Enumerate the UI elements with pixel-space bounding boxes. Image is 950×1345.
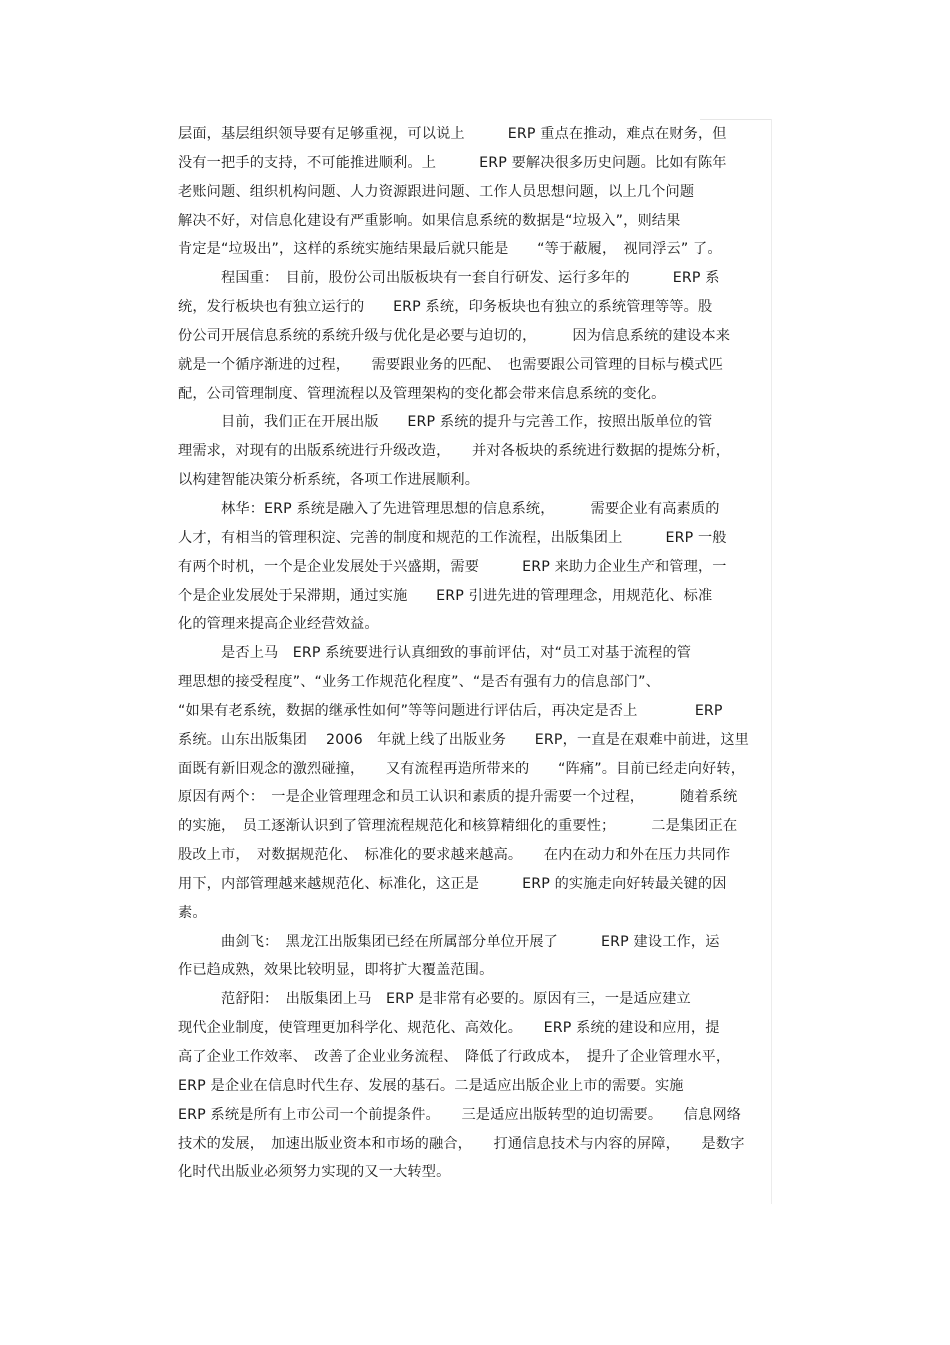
text-line: 股改上市， 对数据规范化、 标准化的要求越来越高。 在内在动力和外在压力共同作 <box>178 847 731 864</box>
text-line: 有两个时机，一个是企业发展处于兴盛期，需要 ERP 来助力企业生产和管理，一 <box>178 558 727 575</box>
text-line: “如果有老系统，数据的继承性如何”等等问题进行评估后，再决定是否上 ERP <box>178 702 723 719</box>
text-line: 林华：ERP 系统是融入了先进管理思想的信息系统， 需要企业有高素质的 <box>178 500 720 517</box>
text-line: 的实施， 员工逐渐认识到了管理流程规范化和核算精细化的重要性； 二是集团正在 <box>178 818 738 835</box>
text-line: 化时代出版业必须努力实现的又一大转型。 <box>178 1164 451 1181</box>
text-line: 没有一把手的支持，不可能推进顺利。上 ERP 要解决很多历史问题。比如有陈年 <box>178 154 727 171</box>
text-line: 目前，我们正在开展出版 ERP 系统的提升与完善工作，按照出版单位的管 <box>178 414 713 431</box>
text-line: 原因有两个： 一是企业管理理念和员工认识和素质的提升需要一个过程， 随着系统 <box>178 789 738 806</box>
text-line: 高了企业工作效率、 改善了企业业务流程、 降低了行政成本， 提升了企业管理水平， <box>178 1049 731 1065</box>
text-line: 人才，有相当的管理积淀、完善的制度和规范的工作流程，出版集团上 ERP 一般 <box>178 529 727 546</box>
text-line: 曲剑飞： 黑龙江出版集团已经在所属部分单位开展了 ERP 建设工作，运 <box>178 933 720 950</box>
text-line: 用下，内部管理越来越规范化、标准化，这正是 ERP 的实施走向好转最关键的因 <box>178 875 727 892</box>
text-line: 以构建智能决策分析系统，各项工作进展顺利。 <box>178 472 480 489</box>
text-line: 技术的发展， 加速出版业资本和市场的融合， 打通信息技术与内容的屏障， 是数字 <box>178 1135 745 1152</box>
text-line: 肯定是“垃圾出”，这样的系统实施结果最后就只能是 “等于蔽履， 视同浮云” 了。 <box>178 241 722 258</box>
text-line: 是否上马 ERP 系统要进行认真细致的事前评估，对“员工对基于流程的管 <box>178 645 692 662</box>
text-line: 素。 <box>178 904 207 921</box>
text-line: 个是企业发展处于呆滞期，通过实施 ERP 引进先进的管理理念，用规范化、标准 <box>178 587 713 604</box>
text-line: 范舒阳： 出版集团上马 ERP 是非常有必要的。原因有三，一是适应建立 <box>178 991 691 1008</box>
text-line: 现代企业制度，使管理更加科学化、规范化、高效化。 ERP 系统的建设和应用，提 <box>178 1020 720 1037</box>
text-line: 层面，基层组织领导要有足够重视，可以说上 ERP 重点在推动，难点在财务，但 <box>178 126 727 142</box>
text-line: 份公司开展信息系统的系统升级与优化是必要与迫切的， 因为信息系统的建设本来 <box>178 327 731 344</box>
body-text <box>178 120 778 1187</box>
text-line: ERP 是企业在信息时代生存、发展的基石。二是适应出版企业上市的需要。实施 <box>178 1077 684 1094</box>
text-line: 系统。山东出版集团 2006 年就上线了出版业务 ERP，一直是在艰难中前进，这里 <box>178 731 750 748</box>
text-line: 面既有新旧观念的激烈碰撞， 又有流程再造所带来的 “阵痛”。目前已经走向好转， <box>178 760 746 777</box>
text-line: 配，公司管理制度、管理流程以及管理架构的变化都会带来信息系统的变化。 <box>178 385 666 402</box>
text-line: 老账问题、组织机构问题、人力资源跟进问题、工作人员思想问题，以上几个问题 <box>178 183 695 200</box>
text-line: 作已趋成熟，效果比较明显，即将扩大覆盖范围。 <box>178 962 494 979</box>
text-line: 解决不好，对信息化建设有严重影响。如果信息系统的数据是“垃圾入”，则结果 <box>178 212 681 229</box>
text-line: 统，发行板块也有独立运行的 ERP 系统，印务板块也有独立的系统管理等等。股 <box>178 299 713 316</box>
text-line: 就是一个循序渐进的过程， 需要跟业务的匹配、 也需要跟公司管理的目标与模式匹 <box>178 356 723 373</box>
text-line: ERP 系统是所有上市公司一个前提条件。 三是适应出版转型的迫切需要。 信息网络 <box>178 1106 742 1123</box>
text-line: 程国重： 目前，股份公司出版板块有一套自行研发、运行多年的 ERP 系 <box>178 270 720 287</box>
text-line: 理思想的接受程度”、“业务工作规范化程度”、“是否有强有力的信息部门”、 <box>178 674 660 691</box>
text-line: 理需求，对现有的出版系统进行升级改造， 并对各板块的系统进行数据的提炼分析， <box>178 443 731 460</box>
text-line: 化的管理来提高企业经营效益。 <box>178 616 379 633</box>
